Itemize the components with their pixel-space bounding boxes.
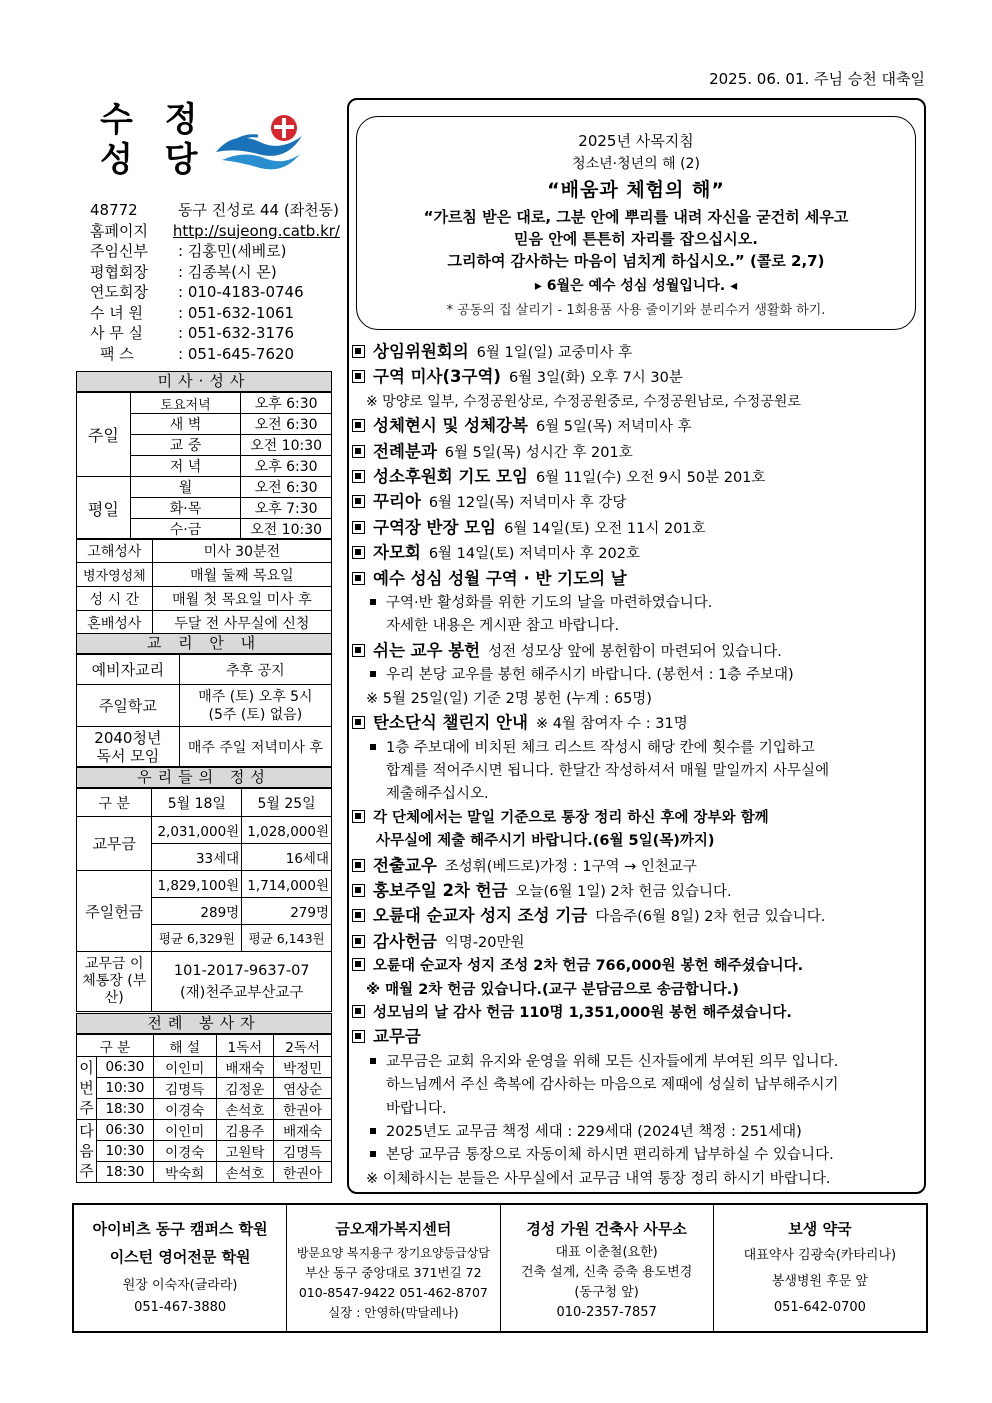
mass-time: 오전 10:30 (241, 435, 332, 456)
notice-heading: 성체현시 및 성체강복 (373, 416, 528, 436)
notice-text: 각 단체에서는 말일 기준으로 통장 정리 하신 후에 장부와 함께 (373, 809, 769, 826)
ad-footer (72, 1203, 928, 1333)
square-bullet-icon (352, 935, 365, 948)
offering-value: 279명 (242, 898, 332, 925)
offering-value: 2,031,000원 (152, 817, 242, 844)
table-row (77, 393, 332, 414)
notice-item (352, 639, 924, 664)
ad-title: 금오재가복지센터 (335, 1220, 452, 1238)
notice-subtext: 2025년도 교무금 책정 세대 : 229세대 (2024년 책정 : 251세대) (386, 1124, 802, 1140)
table-row (77, 789, 332, 817)
mass-day: 화·목 (130, 498, 240, 519)
info-row (90, 262, 340, 283)
notice-item (352, 854, 924, 879)
info-key: 사 무 실 (90, 324, 144, 342)
verse-line: 그리하여 감사하는 마음이 넘치게 하십시오.” (콜로 2,7) (447, 252, 825, 270)
info-value: : 051-632-1061 (178, 303, 295, 322)
square-bullet-icon (352, 859, 365, 872)
notice-heading: 상임위원회의 (373, 342, 469, 361)
notice-text: 6월 5일(목) 성시간 후 201호 (444, 444, 633, 461)
notice-subitem (352, 664, 924, 687)
server-cell: 배재숙 (216, 1057, 274, 1078)
offering-value: 1,714,000원 (242, 871, 332, 898)
account-number: 101-2017-9637-07 (173, 962, 310, 979)
notice-subtext: ※ 망양로 일부, 수정공원상로, 수정공원중로, 수정공원남로, 수정공원로 (366, 393, 801, 410)
guideline-subtitle: 청소년·청년의 해 (2) (572, 156, 700, 172)
mass-day: 수·금 (130, 519, 240, 540)
server-cell: 18:30 (96, 1099, 153, 1120)
notice-text: 다음주(6월 8일) 2차 헌금 있습니다. (595, 909, 826, 926)
mass-time: 오후 7:30 (241, 498, 332, 519)
server-cell: 배재숙 (274, 1120, 332, 1141)
guideline-title: 2025년 사목지침 (578, 132, 694, 150)
notice-item (352, 807, 924, 830)
square-bullet-icon (352, 810, 365, 823)
servers-table (76, 1034, 332, 1183)
notice-item (352, 340, 924, 365)
mass-day: 월 (130, 477, 240, 498)
mass-time: 오전 6:30 (241, 414, 332, 435)
table-row (77, 587, 332, 611)
info-value: : 051-645-7620 (178, 344, 295, 363)
server-cell: 06:30 (96, 1057, 153, 1078)
mass-day: 교 중 (130, 435, 240, 456)
info-key: 수 녀 원 (90, 303, 144, 322)
notice-text: ※ 4월 참여자 수 : 31명 (535, 716, 688, 733)
notice-item (352, 516, 924, 541)
notice-subitem (352, 1051, 924, 1074)
parish-title-line2: 성 당 (100, 140, 208, 180)
notice-item (352, 567, 924, 592)
table-row (77, 1141, 332, 1162)
server-cell: 김정운 (216, 1078, 274, 1099)
notice-subtext: 하느님께서 주신 축복에 감사하는 마음으로 제때에 성실히 납부해주시기 (386, 1077, 839, 1094)
server-cell: 박숙희 (153, 1162, 216, 1183)
ad-line: 대표약사 김광숙(카타리나) (743, 1248, 897, 1263)
col-header: 구 분 (77, 1035, 154, 1057)
notice-item (352, 440, 924, 465)
square-bullet-icon (352, 345, 365, 358)
col-header: 1독서 (216, 1035, 274, 1057)
info-value: : 051-632-3176 (178, 324, 295, 342)
notice-heading: 꾸리아 (373, 492, 421, 512)
info-row (90, 303, 340, 324)
col-header: 해 설 (153, 1035, 216, 1057)
mass-time: 오전 6:30 (241, 477, 332, 498)
notice-subitem (352, 1144, 924, 1167)
notice-item (352, 1025, 924, 1050)
notice-item (352, 955, 924, 978)
bullet-icon (370, 671, 376, 677)
notice-item (352, 879, 924, 904)
notice-subitem (352, 592, 924, 615)
table-row (77, 655, 332, 685)
server-cell: 이인미 (153, 1120, 216, 1141)
server-cell: 이인미 (153, 1057, 216, 1078)
info-row (90, 323, 340, 344)
server-cell: 06:30 (96, 1120, 153, 1141)
notice-subtext: 합계를 적어주시면 됩니다. 한달간 작성하셔서 매월 말일까지 사무실에 (386, 762, 830, 779)
server-cell: 18:30 (96, 1162, 153, 1183)
table-row (77, 1162, 332, 1183)
edu-key: 2040청년 독서 모임 (77, 727, 180, 767)
ad-phone: 010-2357-7857 (556, 1305, 657, 1320)
table-row (77, 685, 332, 727)
notice-item (352, 465, 924, 490)
server-cell: 김명득 (153, 1078, 216, 1099)
server-cell: 김용주 (216, 1120, 274, 1141)
ad-line: 봉생병원 후문 앞 (771, 1274, 868, 1289)
server-cell: 염상순 (274, 1078, 332, 1099)
notice-subtext: 제출해주십시오. (386, 786, 489, 803)
ad-line: 부산 동구 중앙대로 371번길 72 (305, 1265, 482, 1280)
edu-key: 주일학교 (77, 685, 180, 727)
notice-heading: 구역장 반장 모임 (373, 517, 497, 537)
notice-text: 6월 5일(목) 저녁미사 후 (535, 419, 692, 436)
sacrament-value: 매월 첫 목요일 미사 후 (152, 587, 331, 611)
sacrament-value: 매월 둘째 목요일 (152, 563, 331, 587)
offering-value: 1,028,000원 (242, 817, 332, 844)
ad-line: 대표 이춘철(요한) (555, 1245, 658, 1260)
notice-subtext: ※ 이체하시는 분들은 사무실에서 교무금 내역 통장 정리 하시기 바랍니다. (366, 1170, 831, 1187)
gyomu-label: 교무금 (77, 817, 152, 871)
table-row (77, 871, 332, 898)
bullet-icon (370, 744, 376, 750)
square-bullet-icon (352, 370, 365, 383)
info-value: 동구 진성로 44 (좌천동) (178, 201, 340, 219)
notice-item (352, 930, 924, 955)
notice-subtext: 1층 주보대에 비치된 체크 리스트 작성시 해당 칸에 횟수를 기입하고 (386, 739, 815, 756)
square-bullet-icon (352, 1030, 365, 1043)
ad-title: 보생 약국 (788, 1220, 852, 1238)
table-row (77, 1057, 332, 1078)
mass-day: 새 벽 (130, 414, 240, 435)
notice-subitem (352, 737, 924, 760)
ad-cell (287, 1205, 500, 1331)
table-row (77, 477, 332, 498)
ad-phone: 051-642-0700 (773, 1300, 866, 1315)
verse-line: “가르침 받은 대로, 그분 안에 뿌리를 내려 자신을 굳건히 세우고 (423, 208, 849, 226)
notice-heading: 홍보주일 2차 헌금 (373, 880, 508, 900)
info-row (90, 282, 340, 303)
notice-subtext: 교무금은 교회 유지와 운영을 위해 모든 신자들에게 부여된 의무 입니다. (386, 1053, 839, 1070)
info-key: 팩 스 (100, 344, 134, 363)
notice-text: 성모님의 날 감사 헌금 110명 1,351,000원 봉헌 해주셨습니다. (373, 1004, 792, 1021)
square-bullet-icon (352, 419, 365, 432)
square-bullet-icon (352, 1005, 365, 1018)
notice-subtext: 바랍니다. (386, 1100, 447, 1117)
account-label: 교무금 이체통장 (부산) (77, 952, 152, 1012)
square-bullet-icon (352, 572, 365, 585)
edu-key: 예비자교리 (77, 655, 180, 685)
mass-time: 오전 10:30 (241, 519, 332, 540)
account-name: (재)천주교부산교구 (180, 984, 304, 1001)
table-row (77, 952, 332, 1012)
square-bullet-icon (352, 958, 365, 971)
square-bullet-icon (352, 495, 365, 508)
mass-table (76, 392, 332, 540)
sacrament-table (76, 538, 332, 635)
ad-line: 방문요양 복지용구 장기요양등급상담 (296, 1246, 490, 1260)
server-cell: 10:30 (96, 1078, 153, 1099)
notice-subtext: 우리 본당 교우를 봉헌 해주시기 바랍니다. (봉헌서 : 1층 주보대) (386, 667, 794, 684)
notice-item (352, 365, 924, 390)
notice-text: 6월 14일(토) 오전 11시 201호 (504, 520, 706, 537)
mass-day: 저 녁 (130, 456, 240, 477)
notice-text: 6월 14일(토) 저녁미사 후 202호 (428, 546, 640, 563)
info-key: 평협회장 (90, 262, 148, 281)
offering-value: 평균 6,329원 (152, 925, 242, 952)
sacrament-key: 성 시 간 (77, 587, 153, 611)
notice-heading: 성소후원회 기도 모임 (373, 467, 528, 487)
offering-value: 289명 (152, 898, 242, 925)
sunday-label: 주일 (77, 393, 131, 477)
notice-subtext: 자세한 내용은 게시판 참고 바랍니다. (386, 618, 620, 635)
col-header: 2독서 (274, 1035, 332, 1057)
notice-text: 6월 11일(수) 오전 9시 50분 201호 (535, 470, 766, 487)
server-cell: 10:30 (96, 1141, 153, 1162)
notice-text: 6월 3일(화) 오후 7시 30분 (508, 370, 683, 387)
weekday-label: 평일 (77, 477, 131, 540)
col-header: 5월 18일 (152, 789, 242, 817)
notice-text: 익명-20만원 (444, 934, 525, 951)
mass-time: 오후 6:30 (241, 456, 332, 477)
notice-heading: 쉬는 교우 봉헌 (373, 640, 481, 660)
ad-phone: 010-8547-9422 051-462-8707 (298, 1285, 488, 1300)
offering-header: 우리들의 정성 (76, 767, 332, 788)
notice-heading: 오륜대 순교자 성지 조성 기금 (373, 906, 588, 926)
next-week-label: 다음주 (77, 1120, 97, 1183)
notice-text: 사무실에 제출 해주시기 바랍니다.(6월 5일(목)까지) (376, 833, 715, 850)
notice-heading: 전출교우 (373, 855, 437, 875)
notice-heading: 탄소단식 챌린지 안내 (373, 713, 528, 733)
ad-line: (동구청 앞) (574, 1285, 639, 1300)
table-row (77, 817, 332, 844)
info-row (90, 200, 340, 221)
sunday-offering-label: 주일헌금 (77, 871, 152, 952)
ad-cell (501, 1205, 714, 1331)
notice-subitem (352, 1121, 924, 1144)
server-cell: 고원탁 (216, 1141, 274, 1162)
info-row (90, 241, 340, 262)
col-header: 5월 25일 (242, 789, 332, 817)
sacrament-key: 고해성사 (77, 539, 153, 563)
pastoral-guideline-box (356, 116, 916, 330)
ad-cell (714, 1205, 926, 1331)
notice-item (352, 414, 924, 439)
server-cell: 한권아 (274, 1162, 332, 1183)
info-value: : 김홍민(세베로) (178, 242, 287, 260)
sacrament-value: 미사 30분전 (152, 539, 331, 563)
server-cell: 이경숙 (153, 1141, 216, 1162)
sacrament-value: 두달 전 사무실에 신청 (152, 611, 331, 635)
notice-text: 성전 성모상 앞에 봉헌함이 마련되어 있습니다. (488, 643, 782, 660)
month-theme: ▸ 6월은 예수 성심 성월입니다. ◂ (534, 278, 738, 294)
offering-value: 평균 6,143원 (242, 925, 332, 952)
square-bullet-icon (352, 445, 365, 458)
notice-item (352, 490, 924, 515)
notice-subtext: ※ 매월 2차 헌금 있습니다.(교구 분담금으로 송금합니다.) (366, 981, 739, 998)
notice-heading: 감사헌금 (373, 931, 437, 951)
edu-value: 추후 공지 (179, 655, 331, 685)
notice-text: 조성휘(베드로)가정 : 1구역 → 인천교구 (444, 858, 697, 875)
square-bullet-icon (352, 716, 365, 729)
verse-line: 믿음 안에 튼튼히 자리를 잡으십시오. (514, 230, 758, 248)
homepage-link[interactable]: http://sujeong.catb.kr/ (172, 221, 340, 240)
square-bullet-icon (352, 470, 365, 483)
square-bullet-icon (352, 521, 365, 534)
server-cell: 김명득 (274, 1141, 332, 1162)
bullet-icon (370, 1151, 376, 1157)
info-key: 연도회장 (90, 283, 148, 301)
table-row (77, 1078, 332, 1099)
ad-line: 건축 설계, 신축 증축 용도변경 (520, 1265, 693, 1280)
server-cell: 손석호 (216, 1162, 274, 1183)
sacrament-key: 혼배성사 (77, 611, 153, 635)
parish-title (100, 100, 208, 180)
table-row (77, 1035, 332, 1057)
mass-day: 토요저녁 (130, 393, 240, 414)
col-header: 구 분 (77, 789, 152, 817)
ad-phone: 051-467-3880 (134, 1300, 227, 1315)
notice-subtext: ※ 5월 25일(일) 기준 2명 봉헌 (누계 : 65명) (366, 690, 652, 707)
mass-header: 미사·성사 (76, 371, 332, 392)
ad-title: 아이비츠 동구 캠퍼스 학원 (92, 1220, 268, 1238)
notice-text: 오륜대 순교자 성지 조성 2차 헌금 766,000원 봉헌 해주셨습니다. (373, 958, 804, 975)
info-key: 홈페이지 (90, 221, 148, 240)
info-value: : 010-4183-0746 (178, 283, 304, 301)
notice-heading: 자모회 (373, 543, 421, 563)
bulletin-date: 2025. 06. 01. 주님 승천 대축일 (709, 70, 925, 88)
ad-title: 이스턴 영어전문 학원 (109, 1248, 251, 1266)
edu-header: 교 리 안 내 (76, 633, 332, 654)
bullet-icon (370, 599, 376, 605)
eco-note: * 공동의 집 살리기 - 1회용품 사용 줄이기와 분리수거 생활화 하기. (446, 303, 826, 318)
parish-title-line1: 수 정 (100, 100, 208, 140)
ad-cell (74, 1205, 287, 1331)
notice-text: 6월 12일(목) 저녁미사 후 강당 (428, 495, 627, 512)
table-row (77, 539, 332, 563)
bullet-icon (370, 1128, 376, 1134)
edu-table (76, 654, 332, 767)
server-cell: 한권아 (274, 1099, 332, 1120)
ad-line: 원장 이숙자(글라라) (122, 1278, 238, 1293)
notice-heading: 교무금 (373, 1027, 421, 1047)
servers-header: 전례 봉사자 (76, 1013, 332, 1034)
ad-line: 실장 : 안영하(막달레나) (328, 1305, 459, 1320)
notice-heading: 예수 성심 성월 구역 · 반 기도의 날 (373, 568, 627, 588)
ad-title: 경성 가원 건축사 사무소 (526, 1220, 687, 1238)
info-row (90, 221, 340, 242)
offering-value: 1,829,100원 (152, 871, 242, 898)
notice-item (352, 1002, 924, 1025)
notice-subtext: 구역·반 활성화를 위한 기도의 날을 마련하였습니다. (386, 595, 713, 612)
table-row (77, 563, 332, 587)
parish-info (90, 200, 340, 364)
info-key: 주임신부 (90, 242, 148, 260)
notice-item (352, 711, 924, 736)
notice-heading: 전례분과 (373, 441, 437, 461)
server-cell: 손석호 (216, 1099, 274, 1120)
table-row (77, 727, 332, 767)
table-row (77, 1120, 332, 1141)
notice-item (352, 904, 924, 929)
offering-value: 33세대 (152, 844, 242, 871)
notice-text: 6월 1일(일) 교중미사 후 (476, 345, 633, 361)
notice-text: 오늘(6월 1일) 2차 헌금 있습니다. (515, 883, 732, 900)
offering-table (76, 788, 332, 1012)
table-row (77, 611, 332, 635)
edu-value: 매주 주일 저녁미사 후 (179, 727, 331, 767)
info-key: 48772 (90, 201, 138, 219)
info-value: : 김종복(시 몬) (178, 262, 277, 281)
server-cell: 박정민 (274, 1057, 332, 1078)
guideline-verse (357, 206, 915, 272)
parish-logo-icon (214, 112, 306, 174)
square-bullet-icon (352, 909, 365, 922)
square-bullet-icon (352, 644, 365, 657)
this-week-label: 이번주 (77, 1057, 97, 1120)
notice-subtext: 본당 교무금 통장으로 자동이체 하시면 편리하게 납부하실 수 있습니다. (386, 1147, 834, 1164)
notice-heading: 구역 미사(3구역) (373, 367, 501, 387)
notice-item (352, 541, 924, 566)
offering-value: 16세대 (242, 844, 332, 871)
sacrament-key: 병자영성체 (77, 563, 153, 587)
info-row (90, 344, 340, 365)
bullet-icon (370, 1058, 376, 1064)
square-bullet-icon (352, 546, 365, 559)
server-cell: 이경숙 (153, 1099, 216, 1120)
notice-list (352, 340, 924, 1191)
mass-time: 오후 6:30 (241, 393, 332, 414)
account-info (152, 952, 332, 1012)
square-bullet-icon (352, 884, 365, 897)
table-row (77, 1099, 332, 1120)
guideline-motto: “배움과 체험의 해” (547, 179, 725, 201)
edu-value: 매주 (토) 오후 5시 (5주 (토) 없음) (179, 685, 331, 727)
